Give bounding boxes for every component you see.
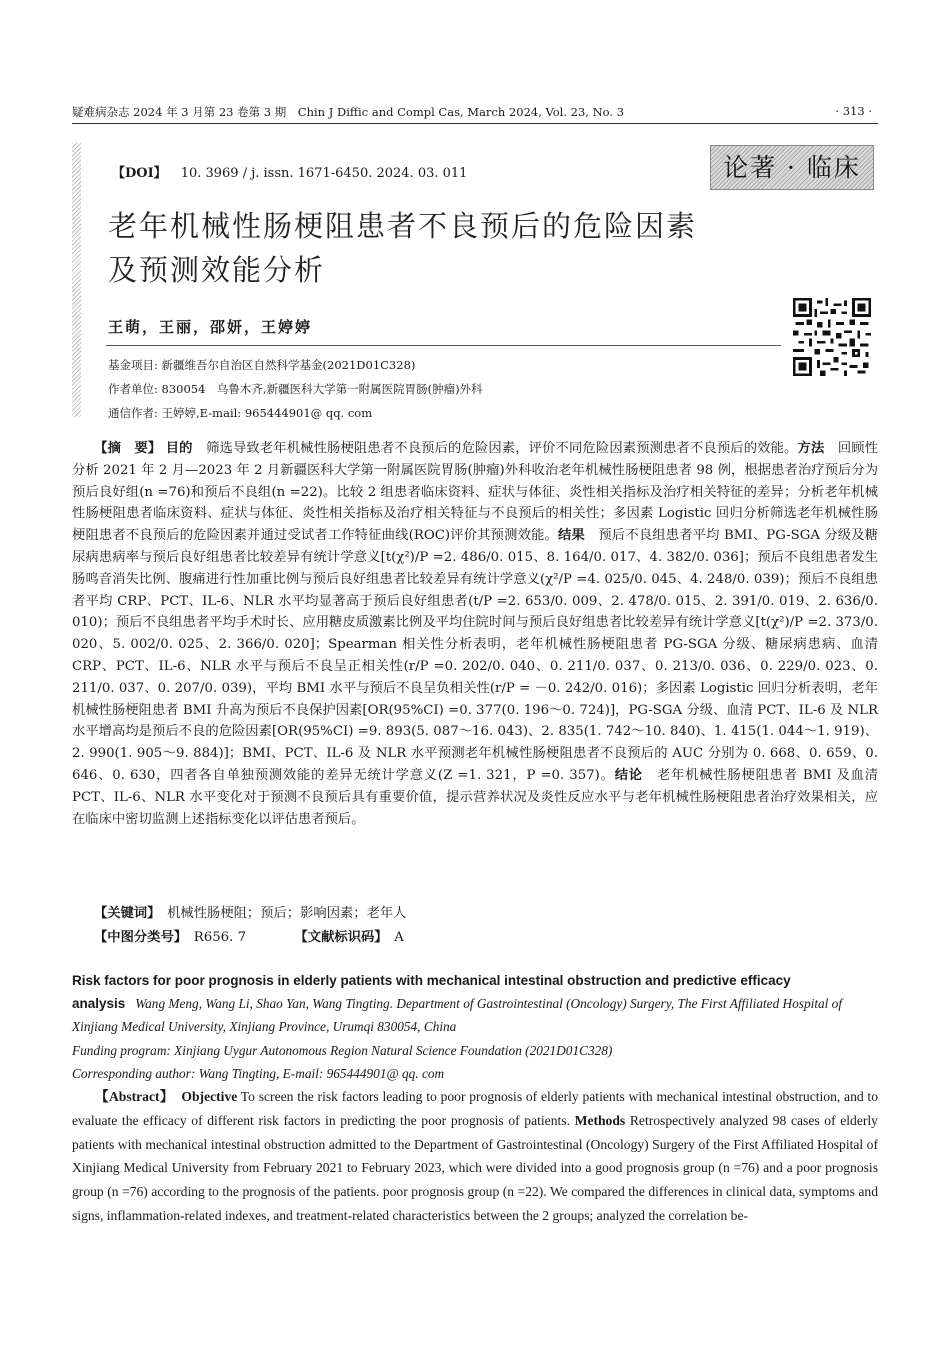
- conclusion-text: 老年机械性肠梗阻患者 BMI 及血清 PCT、IL-6、NLR 水平变化对于预测不良预后具有重要价值，提示营养状况及炎性反应水平与老年机械性肠梗阻患者治疗效果相关，应在临床中密切监测上述指标变化以评估患者预后。: [72, 767, 879, 827]
- keywords-label: 【关键词】: [94, 906, 154, 921]
- english-title-block: [72, 969, 878, 1038]
- en-objective-text: To screen the risk factors leading to poor prognosis of elderly patients with mechanical intestinal obstruction, and to evaluate the efficacy of different risk factors in predicting the poor prognosis of patients.: [72, 1089, 878, 1128]
- page-number: · 313 ·: [835, 104, 872, 118]
- document-code-label: 【文献标识码】: [294, 930, 381, 945]
- chinese-abstract: [72, 438, 878, 830]
- objective-text: 筛选导致老年机械性肠梗阻患者不良预后的危险因素，评价不同危险因素预测患者不良预后的效能。: [192, 441, 798, 456]
- en-methods-text: Retrospectively analyzed 98 cases of elderly patients with mechanical intestinal obstruction admitted to the Department of Gastrointestinal (Oncology) Surgery of the First Affiliated Hospital of Xinjiang Medical University from February 2021 to February 2023, which were divided into a good prognosis group (n =76) and a poor prognosis group (n =76) according to the prognosis of the patients. poor prognosis group (n =22). We compared the differences in clinical data, symptoms and signs, inflammation-related indexes, and treatment-related characteristics between the 2 groups; analyzed the correlation be-: [72, 1112, 878, 1223]
- running-head: [72, 104, 878, 120]
- author-list: 王萌，王丽，邵妍，王婷婷: [108, 318, 313, 336]
- classification-value: R656. 7: [193, 930, 247, 945]
- title-line-2: 及预测效能分析: [108, 253, 326, 287]
- results-text: 预后不良组患者平均 BMI、PG-SGA 分级及糖尿病患病率与预后良好组患者比较差异有统计学意义[t(χ²)/P =2. 486/0. 015、8. 164/0. 017、4. 382/0. 036]；预后不良组患者发生肠鸣音消失比例、腹痛进行性加重比例与预后良好组患者比较差异有统计学意义(χ²/P =4. 025/0. 045、4. 248/0. 039)；预后不良组患者平均 CRP、PCT、IL-6、NLR 水平均显著高于预后良好组患者(t/P =2. 653/0. 009、2. 478/0. 015、2. 391/0. 019、2. 636/0. 010)；预后不良组患者平均手术时长、应用糖皮质激素比例及平均住院时间与预后良好组患者比较差异有统计学意义[t(χ²)/P =2. 373/0. 020、5. 002/0. 025、2. 366/0. 020]；Spearman 相关性分析表明，老年机械性肠梗阻患者 PG-SGA 分级、糖尿病患病、血清 CRP、PCT、IL-6、NLR 水平与预后不良呈正相关性(r/P =0. 202/0. 040、0. 211/0. 037、0. 213/0. 036、0. 229/0. 023、0. 211/0. 037、0. 207/0. 039)，平均 BMI 水平与预后不良呈负相关性(r/P = －0. 242/0. 016)；多因素 Logistic 回归分析表明，老年机械性肠梗阻患者 BMI 升高为预后不良保护因素[OR(95%CI) =0. 377(0. 196～0. 724)]，PG-SGA 分级、血清 PCT、IL-6 及 NLR 水平增高均是预后不良的危险因素[OR(95%CI) =9. 893(5. 087～16. 043)、2. 835(1. 742～10. 840)、1. 415(1. 044～1. 919)、2. 990(1. 905～9. 884)]；BMI、PCT、IL-6 及 NLR 水平预测老年机械性肠梗阻患者不良预后的 AUC 分别为 0. 668、0. 659、0. 646、0. 630，四者各自单独预测效能的差异无统计学意义(Z =1. 321，P =0. 357)。: [72, 528, 879, 783]
- methods-text: 回顾性分析 2021 年 2 月—2023 年 2 月新疆医科大学第一附属医院胃肠(肿瘤)外科收治老年机械性肠梗阻患者 98 例，根据患者治疗预后分为预后良好组(n =76)和预后不良组(n =22)。比较 2 组患者临床资料、症状与体征、炎性相关指标及治疗相关特征的差异；分析老年机械性肠梗阻患者临床资料、症状与体征、炎性相关指标及治疗相关特征与不良预后的相关性；多因素 Logistic 回归分析筛选老年机械性肠梗阻患者不良预后的危险因素并通过受试者工作特征曲线(ROC)评价其预测效能。: [72, 441, 879, 544]
- correspondence-info: 通信作者: 王婷婷,E-mail: 965444901@ qq. com: [108, 406, 373, 420]
- en-objective-label: Objective: [181, 1089, 238, 1104]
- english-funding: Funding program: Xinjiang Uygur Autonomous Region Natural Science Foundation (2021D01C328): [72, 1043, 613, 1058]
- section-tag: 论著 · 临床: [710, 145, 874, 190]
- en-methods-label: Methods: [574, 1112, 626, 1128]
- classification-label: 【中图分类号】: [94, 930, 181, 945]
- qr-code-icon[interactable]: [793, 298, 871, 376]
- journal-citation: [72, 104, 624, 120]
- decorative-stripe: [72, 143, 81, 417]
- methods-label: 方法: [797, 441, 825, 456]
- english-title: Risk factors for poor prognosis in elderly patients with mechanical intestinal obstruction and predictive efficacy analysis: [72, 973, 791, 1011]
- header-divider: [72, 123, 878, 124]
- keywords: [94, 902, 406, 921]
- journal-name-zh: 疑难病杂志 2024 年 3 月第 23 卷第 3 期: [72, 105, 287, 119]
- english-correspondence: Corresponding author: Wang Tingting, E-mail: 965444901@ qq. com: [72, 1066, 445, 1081]
- objective-label: 目的: [165, 441, 193, 456]
- title-line-1: 老年机械性肠梗阻患者不良预后的危险因素: [108, 209, 698, 243]
- english-authors-affiliation: Wang Meng, Wang Li, Shao Yan, Wang Tingting. Department of Gastrointestinal (Oncology) Surgery, The First Affiliated Hospital of Xinjiang Medical University, Xinjiang Province, Urumqi 830054, China: [72, 996, 843, 1034]
- doi-line: [112, 162, 467, 181]
- affiliation-divider: [106, 345, 781, 346]
- doi-value[interactable]: 10. 3969 / j. issn. 1671-6450. 2024. 03. 011: [180, 166, 468, 181]
- en-abstract-label: 【Abstract】: [95, 1089, 174, 1104]
- affiliation-info: 作者单位: 830054 乌鲁木齐,新疆医科大学第一附属医院胃肠(肿瘤)外科: [108, 382, 483, 396]
- document-code-value: A: [394, 930, 404, 945]
- article-title: [108, 204, 748, 292]
- funding-info: 基金项目: 新疆维吾尔自治区自然科学基金(2021D01C328): [108, 358, 416, 372]
- abstract-label: 【摘 要】: [94, 441, 162, 456]
- doi-label: 【DOI】: [112, 166, 167, 181]
- keywords-value: 机械性肠梗阻；预后；影响因素；老年人: [167, 906, 407, 921]
- classification-line: [94, 926, 404, 945]
- results-label: 结果: [558, 528, 585, 544]
- conclusion-label: 结论: [614, 767, 643, 783]
- journal-name-en: Chin J Diffic and Compl Cas, March 2024, Vol. 23, No. 3: [297, 105, 625, 119]
- english-abstract: [72, 1085, 878, 1228]
